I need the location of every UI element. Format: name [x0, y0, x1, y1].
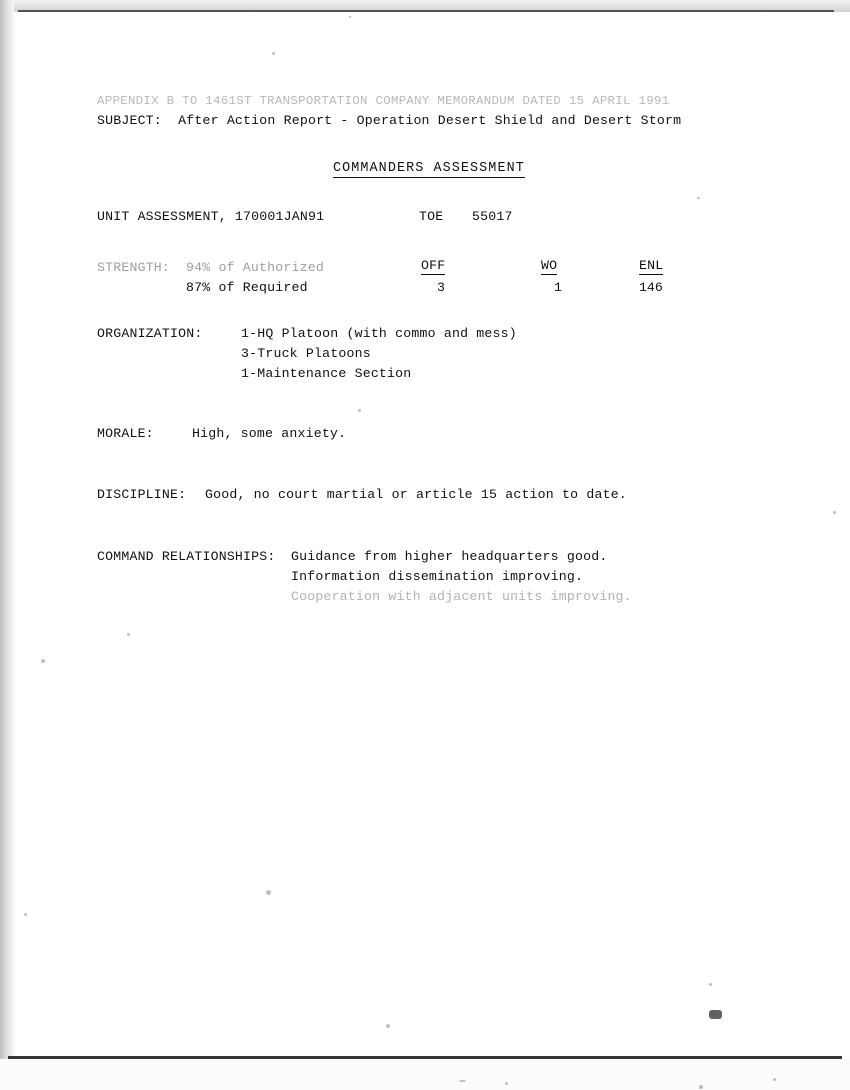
toe-value: 55017	[472, 209, 513, 224]
command-relationships-item-1: Guidance from higher headquarters good.	[291, 549, 608, 564]
morale-label: MORALE:	[97, 426, 154, 441]
discipline-text: Good, no court martial or article 15 action to date.	[205, 487, 627, 502]
strength-required: 87% of Required	[186, 280, 308, 295]
subject-line: SUBJECT: After Action Report - Operation Desert Shield and Desert Storm	[97, 113, 682, 128]
organization-label: ORGANIZATION:	[97, 326, 203, 341]
strength-column-header-wo	[541, 258, 557, 273]
organization-item-1: 1-HQ Platoon (with commo and mess)	[241, 326, 517, 341]
command-relationships-item-2: Information dissemination improving.	[291, 569, 584, 584]
strength-authorized: 94% of Authorized	[186, 260, 324, 275]
morale-text: High, some anxiety.	[192, 426, 347, 441]
strength-column-header-enl	[639, 258, 663, 273]
discipline-label: DISCIPLINE:	[97, 487, 187, 502]
organization-item-2: 3-Truck Platoons	[241, 346, 371, 361]
strength-label: STRENGTH:	[97, 260, 171, 275]
command-relationships-label: COMMAND RELATIONSHIPS:	[97, 549, 276, 564]
strength-column-header-wo-text: WO	[541, 258, 558, 273]
page-title	[333, 161, 525, 176]
strength-column-header-off	[421, 258, 445, 273]
faded-appendix-header: APPENDIX B TO 1461ST TRANSPORTATION COMPANY MEMORANDUM DATED 15 APRIL 1991	[97, 94, 670, 108]
strength-value-off: 3	[437, 280, 445, 295]
page-title-text: COMMANDERS ASSESSMENT	[333, 161, 525, 176]
strength-value-enl: 146	[639, 280, 663, 295]
toe-label: TOE	[419, 209, 444, 224]
command-relationships-item-3: Cooperation with adjacent units improving.	[291, 589, 632, 604]
strength-column-header-enl-text: ENL	[639, 258, 664, 273]
organization-item-3: 1-Maintenance Section	[241, 366, 412, 381]
unit-assessment-label: UNIT ASSESSMENT, 170001JAN91	[97, 209, 325, 224]
strength-value-wo: 1	[554, 280, 562, 295]
strength-column-header-off-text: OFF	[421, 258, 446, 273]
